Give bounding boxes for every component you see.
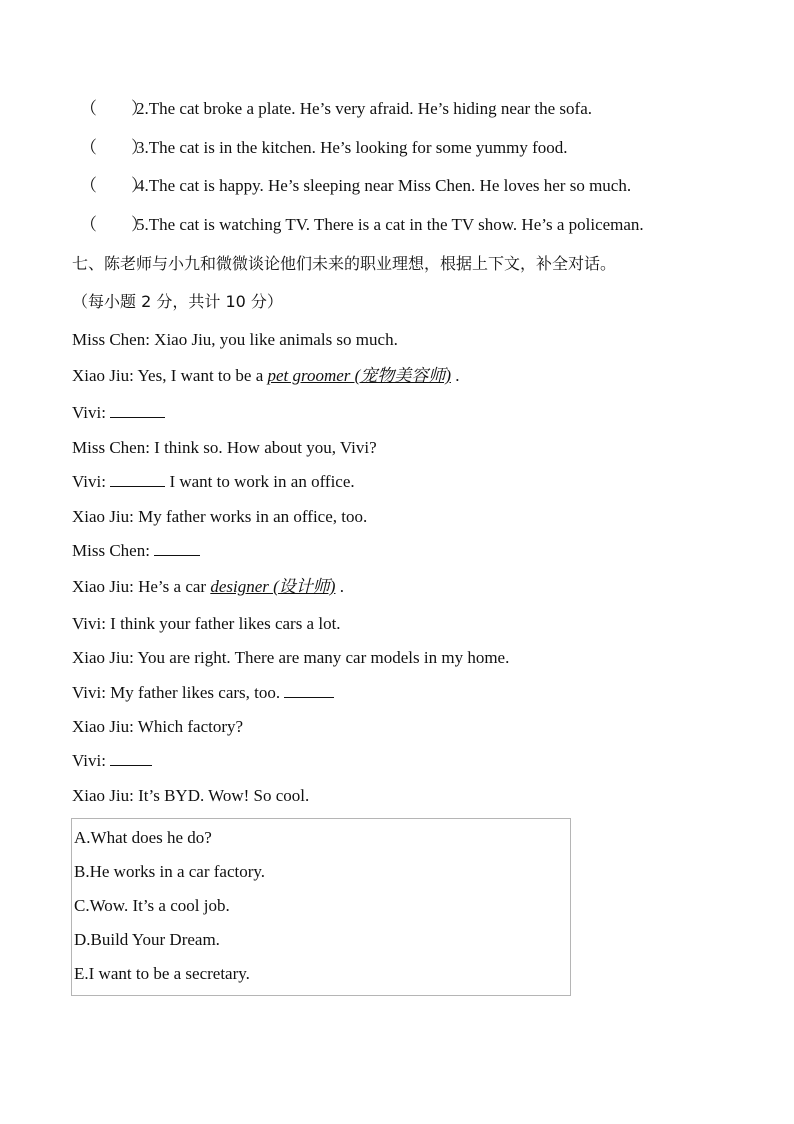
option-c: C.Wow. It’s a cool job. [74,896,230,915]
option-b: B.He works in a car factory. [74,862,266,881]
tf-item-text: 4.The cat is happy. He’s sleeping near Miss Chen. He loves her so much. [136,176,632,195]
designer-term: designer (设计师) [210,577,336,596]
dialogue-line-7 [72,540,200,562]
dialogue-line-8 [72,576,344,598]
speaker-miss-chen: Miss Chen: [72,541,155,560]
options-box [71,818,571,996]
dialogue-line-13 [72,750,152,772]
section-7-score: （每小题 2 分，共计 10 分） [72,292,283,311]
speaker-vivi: Vivi: [72,472,111,491]
answer-blank-1[interactable] [110,402,165,418]
dialogue-line-5 [72,471,355,493]
answer-parentheses[interactable]: （ ） [80,138,148,157]
dialogue-line-6: Xiao Jiu: My father works in an office, too. [72,507,368,526]
option-e: E.I want to be a secretary. [74,964,250,983]
tf-item-text: 2.The cat broke a plate. He’s very afraid. He’s hiding near the sofa. [136,99,592,118]
answer-blank-5[interactable] [110,750,152,766]
dialogue-line-1: Miss Chen: Xiao Jiu, you like animals so much. [72,330,398,349]
answer-parentheses[interactable]: （ ） [80,176,148,195]
answer-blank-3[interactable] [154,540,200,556]
dialogue-line-9: Vivi: I think your father likes cars a lot. [72,614,341,633]
tf-item-2 [80,98,592,120]
dialogue-line-14: Xiao Jiu: It’s BYD. Wow! So cool. [72,786,310,805]
answer-blank-2[interactable] [110,471,165,487]
tf-item-5 [80,214,644,236]
tf-item-4 [80,175,631,197]
answer-blank-4[interactable] [284,682,334,698]
dialogue-text: I want to work in an office. [165,472,355,491]
tf-item-3 [80,137,568,159]
option-d: D.Build Your Dream. [74,930,220,949]
tf-item-text: 3.The cat is in the kitchen. He’s looking for some yummy food. [136,138,568,157]
section-7-title: 七、陈老师与小九和微微谈论他们未来的职业理想，根据上下文，补全对话。 [72,254,617,273]
dialogue-text: Vivi: My father likes cars, too. [72,683,285,702]
dialogue-line-3 [72,402,165,424]
answer-parentheses[interactable]: （ ） [80,215,148,234]
dialogue-line-11 [72,682,334,704]
option-a: A.What does he do? [74,828,212,847]
dialogue-line-2 [72,365,460,387]
dialogue-text: Xiao Jiu: Yes, I want to be a [72,366,268,385]
dialogue-line-12: Xiao Jiu: Which factory? [72,717,244,736]
answer-parentheses[interactable]: （ ） [80,99,148,118]
dialogue-line-4: Miss Chen: I think so. How about you, Vivi? [72,438,377,457]
speaker-vivi: Vivi: [72,403,111,422]
pet-groomer-term: pet groomer (宠物美容师) [267,366,451,385]
dialogue-text: . [451,366,460,385]
speaker-vivi: Vivi: [72,751,111,770]
dialogue-text: Xiao Jiu: He’s a car [72,577,211,596]
dialogue-text: . [335,577,344,596]
dialogue-line-10: Xiao Jiu: You are right. There are many car models in my home. [72,648,510,667]
tf-item-text: 5.The cat is watching TV. There is a cat in the TV show. He’s a policeman. [136,215,644,234]
